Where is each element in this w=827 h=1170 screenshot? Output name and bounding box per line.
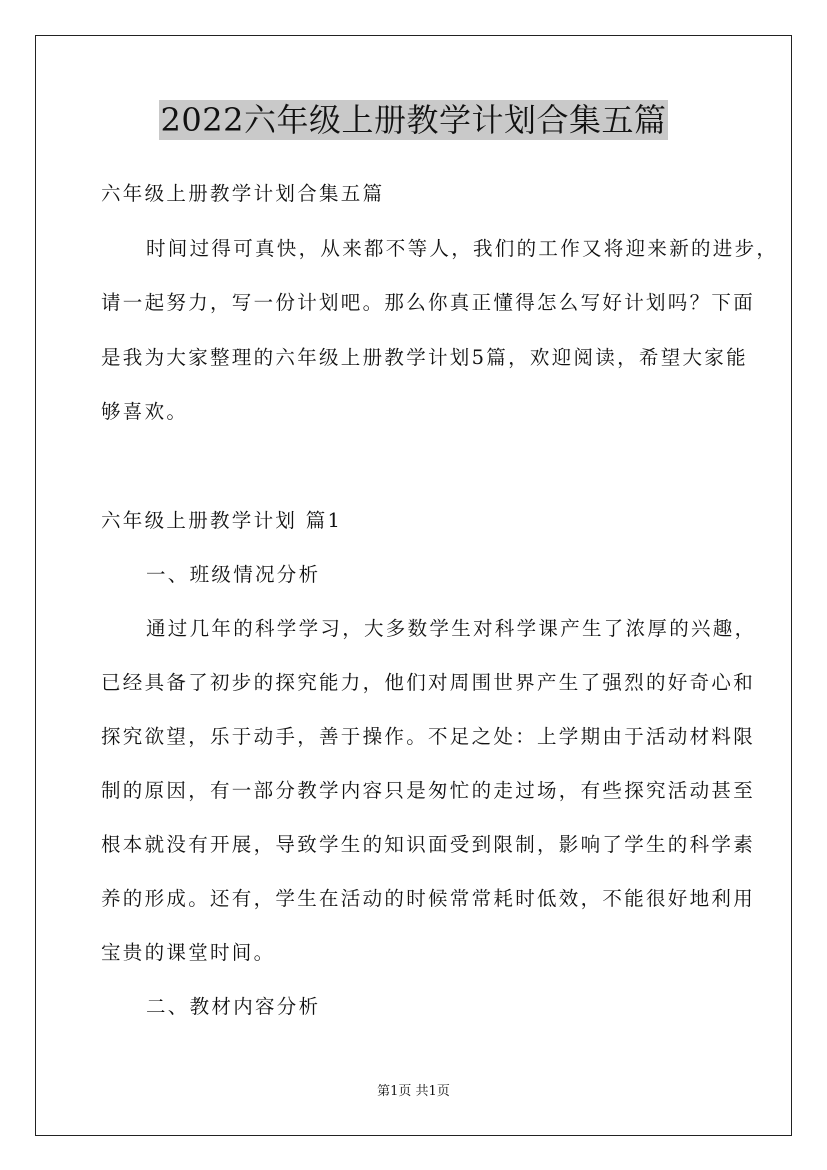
part1-line-7: 宝贵的课堂时间。 [101, 941, 276, 964]
part1-line-5: 根本就没有开展，导致学生的知识面受到限制，影响了学生的科学素 [101, 833, 756, 856]
part1-line-1: 通过几年的科学学习，大多数学生对科学课产生了浓厚的兴趣， [146, 617, 757, 640]
part1-line-2: 已经具备了初步的探究能力，他们对周围世界产生了强烈的好奇心和 [101, 671, 756, 694]
intro-line-1: 时间过得可真快，从来都不等人，我们的工作又将迎来新的进步， [146, 237, 779, 260]
intro-line-2: 请一起努力，写一份计划吧。那么你真正懂得怎么写好计划吗？下面 [101, 291, 756, 314]
intro-line-3: 是我为大家整理的六年级上册教学计划5篇，欢迎阅读，希望大家能 [101, 346, 748, 369]
part2-heading: 二、教材内容分析 [146, 995, 321, 1018]
title-container [0, 100, 827, 140]
page-footer: 第1页 共1页 [377, 1084, 450, 1099]
part1-line-3: 探究欲望，乐于动手，善于操作。不足之处：上学期由于活动材料限 [101, 725, 756, 748]
document-subtitle: 六年级上册教学计划合集五篇 [101, 182, 385, 205]
intro-line-4: 够喜欢。 [101, 400, 189, 423]
part1-line-6: 养的形成。还有，学生在活动的时候常常耗时低效，不能很好地利用 [101, 887, 756, 910]
part1-heading: 一、班级情况分析 [146, 563, 321, 586]
section-heading: 六年级上册教学计划 篇1 [101, 509, 343, 532]
part1-line-4: 制的原因，有一部分教学内容只是匆忙的走过场，有些探究活动甚至 [101, 779, 756, 802]
document-title: 2022六年级上册教学计划合集五篇 [160, 101, 667, 139]
